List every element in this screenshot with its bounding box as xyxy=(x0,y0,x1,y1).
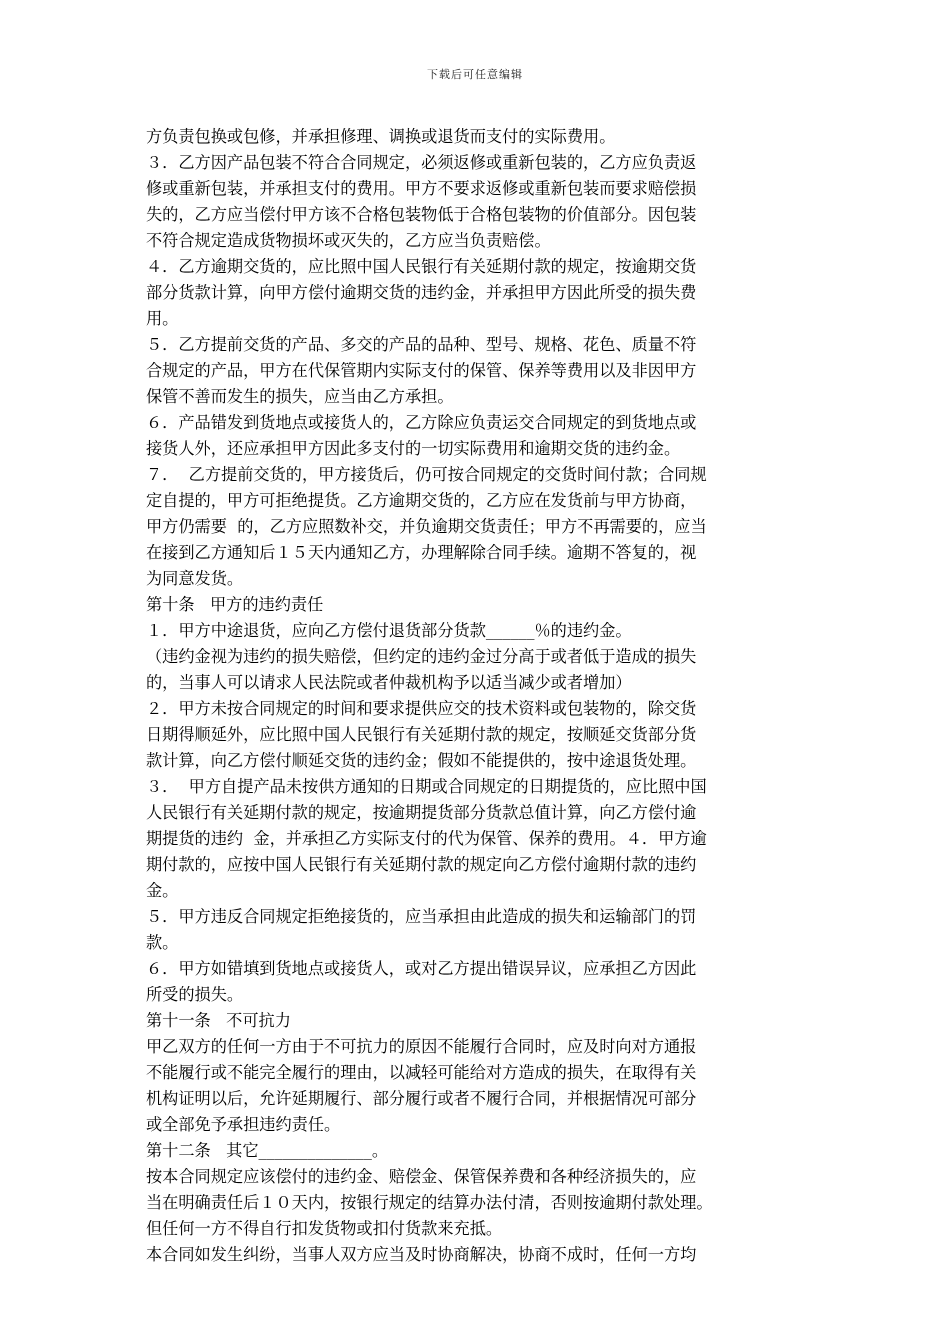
text-line: 所受的损失。 xyxy=(146,985,244,1004)
text-line: 人民银行有关延期付款的规定，按逾期提货部分货款总值计算，向乙方偿付逾 xyxy=(146,803,697,822)
text-line: 甲方仍需要 的，乙方应照数补交，并负逾期交货责任；甲方不再需要的，应当 xyxy=(146,517,707,536)
text-line: ２．甲方未按合同规定的时间和要求提供应交的技术资料或包装物的，除交货 xyxy=(146,699,697,718)
section-heading: 第十条 甲方的违约责任 xyxy=(146,595,324,614)
text-line: 本合同如发生纠纷，当事人双方应当及时协商解决，协商不成时，任何一方均 xyxy=(146,1245,697,1264)
text-line: 款。 xyxy=(146,933,179,952)
text-line: 修或重新包装，并承担支付的费用。甲方不要求返修或重新包装而要求赔偿损 xyxy=(146,179,697,198)
text-line: 机构证明以后，允许延期履行、部分履行或者不履行合同，并根据情况可部分 xyxy=(146,1089,697,1108)
text-line: 用。 xyxy=(146,309,179,328)
text-line: ５．乙方提前交货的产品、多交的产品的品种、型号、规格、花色、质量不符 xyxy=(146,335,697,354)
text-line: ７． 乙方提前交货的，甲方接货后，仍可按合同规定的交货时间付款；合同规 xyxy=(146,465,707,484)
text-line: ３．乙方因产品包装不符合合同规定，必须返修或重新包装的，乙方应负责返 xyxy=(146,153,697,172)
text-line: 按本合同规定应该偿付的违约金、赔偿金、保管保养费和各种经济损失的，应 xyxy=(146,1167,697,1186)
document-body xyxy=(146,124,826,1268)
text-line: 日期得顺延外，应比照中国人民银行有关延期付款的规定，按顺延交货部分货 xyxy=(146,725,697,744)
section-heading: 第十二条 其它______________。 xyxy=(146,1141,389,1160)
text-line: 期付款的，应按中国人民银行有关延期付款的规定向乙方偿付逾期付款的违约 xyxy=(146,855,697,874)
text-line: ６．甲方如错填到货地点或接货人，或对乙方提出错误异议，应承担乙方因此 xyxy=(146,959,697,978)
page-header: 下载后可任意编辑 xyxy=(427,68,523,81)
text-line: 甲乙双方的任何一方由于不可抗力的原因不能履行合同时，应及时向对方通报 xyxy=(146,1037,697,1056)
text-line: 保管不善而发生的损失，应当由乙方承担。 xyxy=(146,387,454,406)
text-line: 合规定的产品，甲方在代保管期内实际支付的保管、保养等费用以及非因甲方 xyxy=(146,361,697,380)
section-heading: 第十一条 不可抗力 xyxy=(146,1011,291,1030)
text-line: ４．乙方逾期交货的，应比照中国人民银行有关延期付款的规定，按逾期交货 xyxy=(146,257,697,276)
text-line: 但任何一方不得自行扣发货物或扣付货款来充抵。 xyxy=(146,1219,503,1238)
text-line: （违约金视为违约的损失赔偿，但约定的违约金过分高于或者低于造成的损失 xyxy=(146,647,697,666)
text-line: 款计算，向乙方偿付顺延交货的违约金；假如不能提供的，按中途退货处理。 xyxy=(146,751,697,770)
text-line: 或全部免予承担违约责任。 xyxy=(146,1115,341,1134)
text-line: 当在明确责任后１０天内，按银行规定的结算办法付清，否则按逾期付款处理。 xyxy=(146,1193,713,1212)
text-line: 失的，乙方应当偿付甲方该不合格包装物低于合格包装物的价值部分。因包装 xyxy=(146,205,697,224)
text-line: 不能履行或不能完全履行的理由，以减轻可能给对方造成的损失，在取得有关 xyxy=(146,1063,697,1082)
text-line: 接货人外，还应承担甲方因此多支付的一切实际费用和逾期交货的违约金。 xyxy=(146,439,681,458)
text-line: ３． 甲方自提产品未按供方通知的日期或合同规定的日期提货的，应比照中国 xyxy=(146,777,707,796)
text-line: 在接到乙方通知后１５天内通知乙方，办理解除合同手续。逾期不答复的，视 xyxy=(146,543,697,562)
text-line: 期提货的违约 金，并承担乙方实际支付的代为保管、保养的费用。４．甲方逾 xyxy=(146,829,707,848)
text-line: ６．产品错发到货地点或接货人的，乙方除应负责运交合同规定的到货地点或 xyxy=(146,413,697,432)
text-line: 为同意发货。 xyxy=(146,569,244,588)
text-line: 金。 xyxy=(146,881,179,900)
text-line: 方负责包换或包修，并承担修理、调换或退货而支付的实际费用。 xyxy=(146,127,616,146)
text-line: 定自提的，甲方可拒绝提货。乙方逾期交货的，乙方应在发货前与甲方协商， xyxy=(146,491,697,510)
text-line: １．甲方中途退货，应向乙方偿付退货部分货款______％的违约金。 xyxy=(146,621,632,640)
text-line: 的，当事人可以请求人民法院或者仲裁机构予以适当减少或者增加） xyxy=(146,673,632,692)
text-line: ５．甲方违反合同规定拒绝接货的，应当承担由此造成的损失和运输部门的罚 xyxy=(146,907,697,926)
text-line: 部分货款计算，向甲方偿付逾期交货的违约金，并承担甲方因此所受的损失费 xyxy=(146,283,697,302)
text-line: 不符合规定造成货物损坏或灭失的，乙方应当负责赔偿。 xyxy=(146,231,551,250)
